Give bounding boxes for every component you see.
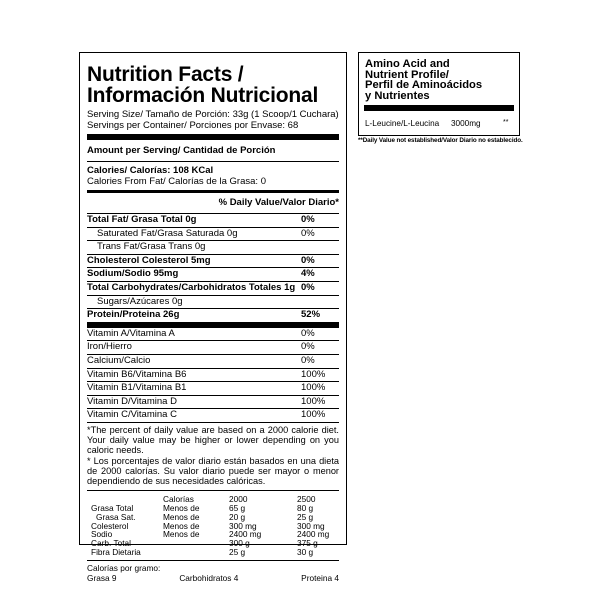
nutrient-value [301,296,339,309]
vitamin-label: Iron/Hierro [87,341,132,353]
table-cell: 20 g [229,511,246,522]
nutrient-label: Trans Fat/Grasa Trans 0g [97,241,206,253]
table-cell: 2400 mg [297,529,330,540]
table-cell: 375 g [297,538,318,549]
footnote-spanish: * Los porcentajes de valor diario están basados en una dieta de 2000 calorías. Su valor diario puede ser mayor o menor dependiendo de sus necesidades calóricas. [87,455,339,486]
table-cell: Calorías [163,494,194,505]
table-cell: Colesterol [91,520,129,531]
table-cell: Menos de [163,520,200,531]
table-cell: 30 g [297,546,314,557]
vitamin-label: Vitamin B1/Vitamina B1 [87,382,187,394]
daily-values-table [87,490,339,560]
amino-title-line3: Perfil de Aminoácidos [365,79,483,91]
nutrient-value: 4% [301,268,315,280]
nutrient-label: Cholesterol Colesterol 5mg [87,254,211,266]
nutrient-value [301,241,339,254]
nutrient-value: 52% [301,309,321,321]
table-cell: Menos de [163,511,200,522]
vitamin-value: 100% [301,395,326,407]
nutrient-row [87,268,339,282]
carbs-per-gram: Carbohidratos 4 [179,572,239,583]
vitamin-row [87,341,339,355]
nutrient-row [87,296,339,310]
nutrient-label: Sugars/Azúcares 0g [97,295,183,307]
table-cell [163,548,229,557]
fat-per-gram: Grasa 9 [87,572,117,583]
vitamin-label: Vitamin B6/Vitamina B6 [87,368,187,380]
table-cell: 25 g [229,546,246,557]
calories-per-gram-row [87,573,339,583]
vitamin-row [87,369,339,383]
vitamin-value: 0% [301,354,315,366]
table-cell: 300 mg [229,520,257,531]
table-cell: 2500 [297,494,316,505]
table-row [87,548,339,557]
calories: Calories/ Calorías: 108 KCal [87,165,214,176]
nutrition-facts-panel [79,52,347,583]
nutrient-list [87,214,339,322]
table-cell: 65 g [229,502,246,513]
table-cell: 25 g [297,511,314,522]
calories-from-fat: Calories From Fat/ Calorías de la Grasa: 0 [87,176,266,187]
nutrient-value: 0% [301,254,315,266]
nutrition-title-line2: Información Nutricional [87,84,319,107]
table-cell: Sodio [91,529,113,540]
vitamin-row [87,382,339,396]
table-cell: 300 g [229,538,250,549]
vitamin-list [87,328,339,423]
nutrient-label: Total Carbohydrates/Carbohidratos Totales 1g [87,281,296,293]
nutrient-row [87,255,339,269]
protein-per-gram: Proteina 4 [301,572,339,583]
thick-divider [364,105,514,111]
nutrient-row [87,214,339,228]
amino-title-line1: Amino Acid and [365,58,450,70]
nutrient-row [87,228,339,242]
nutrient-label: Protein/Proteina 26g [87,309,180,321]
table-cell: Grasa Total [91,502,134,513]
amino-mark: ** [503,119,509,126]
nutrient-row [87,282,339,296]
table-cell: 300 mg [297,520,325,531]
vitamin-label: Vitamin C/Vitamina C [87,409,177,421]
nutrient-row [87,309,339,322]
vitamin-label: Vitamin A/Vitamina A [87,327,175,339]
table-cell: 2000 [229,494,248,505]
nutrient-label: Saturated Fat/Grasa Saturada 0g [97,227,238,239]
table-cell: Carb. Total [91,538,131,549]
daily-value-header: % Daily Value/Valor Diario* [87,193,339,214]
amino-acid-panel [358,52,520,136]
table-cell: Fibra Dietaria [91,546,141,557]
nutrient-value: 0% [301,281,315,293]
calories-per-gram [87,560,339,583]
serving-size: Serving Size/ Tamaño de Porción: 33g (1 Scoop/1 Cuchara) [87,109,339,120]
footnote-english: *The percent of daily value are based on a 2000 calorie diet. Your daily value may be higher or lower depending on you caloric needs. [87,424,339,456]
nutrient-label: Total Fat/ Grasa Total 0g [87,214,197,225]
vitamin-row [87,396,339,410]
daily-value-note: **Daily Value not established/Valor Diario no establecido. [358,137,523,144]
calories-per-gram-title: Calorías por gramo: [87,562,161,573]
table-cell: Grasa Sat. [96,511,136,522]
vitamin-value: 0% [301,341,315,353]
nutrient-row [87,241,339,255]
vitamin-value: 100% [301,382,326,394]
nutrient-value: 0% [301,214,315,225]
footnote [87,423,339,490]
vitamin-value: 0% [301,327,315,339]
vitamin-label: Vitamin D/Vitamina D [87,395,177,407]
amino-title-line4: y Nutrientes [365,89,430,102]
amino-row [365,119,513,128]
servings-per-container: Servings per Container/ Porciones por Envase: 68 [87,120,299,131]
vitamin-row [87,328,339,342]
vitamin-value: 100% [301,368,326,380]
table-cell: 2400 mg [229,529,262,540]
nutrition-title-line1: Nutrition Facts / [87,63,244,86]
amino-amount: 3000mg [451,119,481,128]
amount-per-serving: Amount per Serving/ Cantidad de Porción [87,140,339,162]
table-cell: Menos de [163,529,200,540]
calories-block [87,162,339,190]
table-cell: 80 g [297,502,314,513]
vitamin-label: Calcium/Calcio [87,354,151,366]
nutrient-value: 0% [301,227,315,239]
vitamin-row [87,355,339,369]
amino-name: L-Leucine/L-Leucina [365,119,440,128]
vitamin-value: 100% [301,409,326,421]
table-cell [163,539,229,548]
amino-title-line2: Nutrient Profile/ [365,68,449,81]
nutrient-label: Sodium/Sodio 95mg [87,268,179,280]
table-cell: Menos de [163,502,200,513]
vitamin-row [87,409,339,423]
